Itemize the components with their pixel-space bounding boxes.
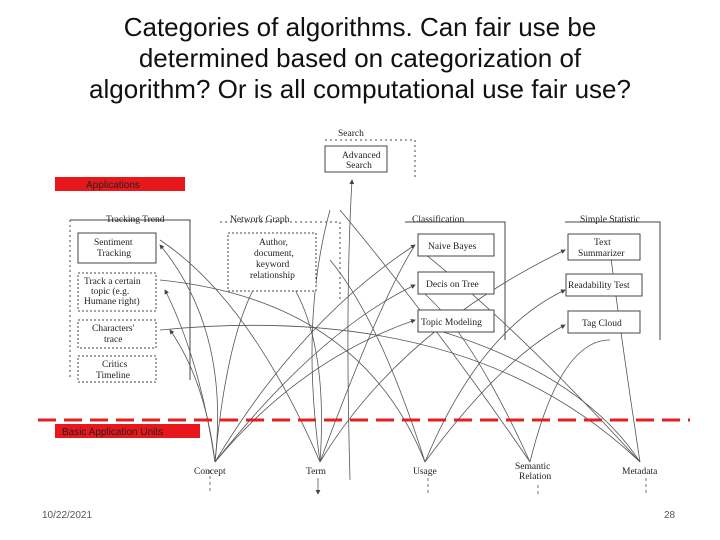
track-topic-line-1: Track a certain: [84, 277, 141, 287]
tag-cloud-label: Tag Cloud: [582, 319, 622, 329]
advanced-search-line-2: Search: [346, 161, 372, 171]
sentiment-line-1: Sentiment: [94, 238, 133, 248]
network-graph-header: Network Graph: [230, 215, 290, 225]
track-topic-line-3: Humane right): [84, 297, 140, 307]
title-line-2: determined based on categorization of: [138, 43, 582, 73]
advanced-search-line-1: Advanced: [342, 151, 381, 161]
unit-concept: Concept: [194, 467, 226, 477]
readability-test-label: Readability Test: [568, 281, 630, 291]
critics-line-2: Timeline: [96, 371, 130, 381]
characters-line-1: Characters': [92, 324, 135, 334]
network-line-3: keyword: [256, 260, 290, 270]
classification-header: Classification: [412, 215, 465, 225]
unit-semantic-line-1: Semantic: [515, 462, 551, 472]
search-header: Search: [338, 129, 364, 139]
unit-term: Term: [306, 467, 326, 477]
network-line-4: relationship: [250, 271, 295, 281]
applications-banner-label: Applications: [86, 180, 140, 191]
unit-metadata: Metadata: [622, 467, 658, 477]
text-summarizer-line-1: Text: [594, 238, 611, 248]
slide-page-number: 28: [664, 510, 676, 521]
network-line-1: Author,: [259, 238, 288, 248]
characters-line-2: trace: [104, 335, 123, 345]
unit-semantic-line-2: Relation: [519, 472, 552, 482]
simple-statistic-header: Simple Statistic: [580, 215, 640, 225]
title-line-3: algorithm? Or is all computational use fair use?: [89, 74, 631, 104]
track-topic-line-2: topic (e.g.: [91, 287, 130, 297]
topic-modeling-label: Topic Modeling: [421, 318, 482, 328]
slide-date: 10/22/2021: [42, 510, 93, 521]
network-line-2: document,: [254, 249, 294, 259]
naive-bayes-label: Naive Bayes: [428, 242, 477, 252]
connector-lines: [160, 180, 646, 496]
decision-tree-label: Decis on Tree: [426, 280, 479, 290]
unit-usage: Usage: [413, 467, 437, 477]
sentiment-line-2: Tracking: [97, 249, 131, 259]
title-line-1: Categories of algorithms. Can fair use be: [123, 12, 597, 42]
text-summarizer-line-2: Summarizer: [578, 249, 625, 259]
critics-line-1: Critics: [102, 360, 128, 370]
tracking-trend-header: Tracking Trend: [106, 215, 165, 225]
basic-units-banner-label: Basic Application Units: [62, 427, 164, 438]
